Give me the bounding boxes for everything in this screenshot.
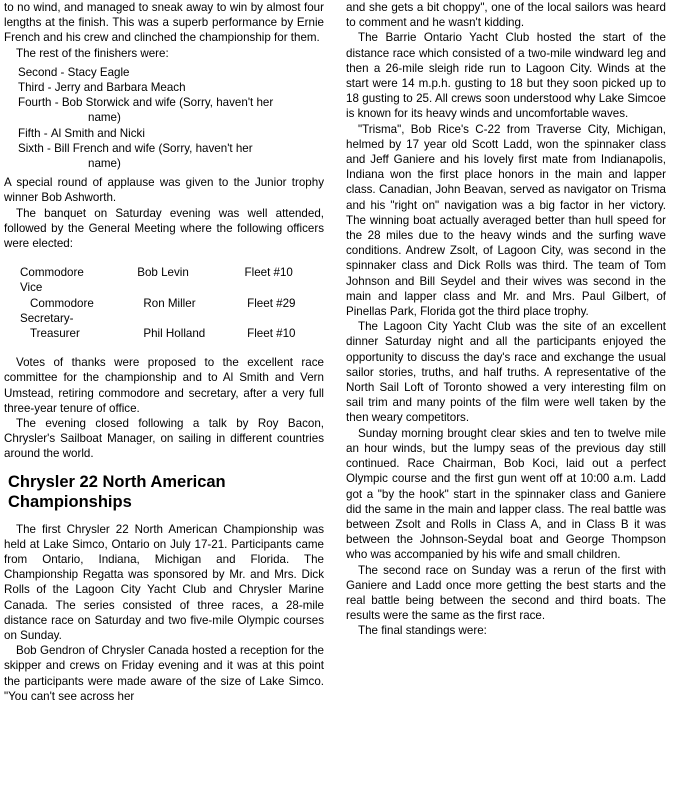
barrie-paragraph: The Barrie Ontario Yacht Club hosted the start of the distance race which consisted of a two-mile windward leg and then a 26-mile sleigh ride run to Lagoon City. Winds at the start were 14 m.p.h. gusting to 18 but they soon picked up to 18 gusting to 25. All crews soon understood why Lake Simcoe is known for its heavy winds and uncomfortable waves. [346,31,666,121]
table-row: Commodore Ron Miller Fleet #29 [30,296,296,310]
list-item: Third - Jerry and Barbara Meach [18,81,186,95]
evening-paragraph: The evening closed following a talk by Roy Bacon, Chrysler's Sailboat Manager, on sailing in different countries around the world. [4,417,324,461]
votes-paragraph: Votes of thanks were proposed to the excellent race committee for the championship and to Al Smith and Vern Umstead, retiring commodore and secretary, after a very full three-year tenure of office. [4,356,324,415]
list-item: Fifth - Al Smith and Nicki [18,126,145,140]
finishers-list [18,65,324,171]
left-column [4,0,324,704]
first-championship-paragraph: The first Chrysler 22 North American Championship was held at Lake Simco, Ontario on July 17-21. Participants came from Ontario, Indiana, Michigan and Florida. The Championship Regatta was sponsored by Mr. and Mrs. Dick Rolls of the Lagoon City Yacht Club and Chrysler Marine Canada. The series consisted of three races, a 28-mile distance race on Saturday and two five-mile Olympic courses on Sunday. [4,522,324,643]
list-item: Second - Stacy Eagle [18,65,130,79]
banquet-paragraph: The banquet on Saturday evening was well attended, followed by the General Meeting where the following officers were elected: [4,206,324,251]
trisma-paragraph: "Trisma", Bob Rice's C-22 from Traverse City, Michigan, helmed by 17 year old Scott Ladd, won the spinnaker class and Jeff Ganiere and his lovely first mate from Indianapolis, Indiana won the first place honors in the main and lapper class. Canadian, John Beavan, served as navigator on Trisma and his "right on" navigation was a big factor in her victory. The winning boat actually averaged better than hull speed for the 28 miles due to the heavy winds and the surfing wave conditions. Andrew Zsolt, of Lagoon City, was second in the spinnaker class and Dick Rolls was third. The team of Tom Johnson and Bill Seydel and their wives was second in the main and lapper class and Mr. and Mrs. Paul Gilbert, of Pinellas Park, Florida got the third place trophy. [346,122,666,319]
table-row: Vice [20,281,43,295]
right-column [346,0,666,639]
article-heading: Chrysler 22 North American Championships [8,472,226,511]
table-row: Secretary- [20,311,74,325]
table-row: Commodore Bob Levin Fleet #10 [20,266,293,280]
list-item: Fourth - Bob Storwick and wife (Sorry, haven't her name) [18,96,274,125]
officers-table [20,265,324,341]
choppy-paragraph: and she gets a bit choppy", one of the local sailors was heard to comment and he wasn't kidding. [346,1,666,30]
list-item: Sixth - Bill French and wife (Sorry, haven't her name) [18,141,253,171]
finishers-intro: The rest of the finishers were: [16,46,169,60]
table-row: Treasurer Phil Holland Fleet #10 [30,327,296,340]
lagoon-paragraph: The Lagoon City Yacht Club was the site of an excellent dinner Saturday night and all the participants enjoyed the opportunity to discuss the day's race and exchange the usual sailor stories, truths, and half truths. A representative of the North Sail Loft of Toronto showed a very interesting film on sail trim and many points of the film were well taken by the then weary competitors. [346,320,666,425]
intro-paragraph: to no wind, and managed to sneak away to win by almost four lengths at the finish. This was a superb performance by Ernie French and his crew and clinched the championship for them. [4,1,324,45]
second-race-paragraph: The second race on Sunday was a rerun of the first with Ganiere and Ladd once more getting the best starts and the real battle being between the second and third boats. The results were the same as the first race. [346,563,666,623]
applause-paragraph: A special round of applause was given to the Junior trophy winner Bob Ashworth. [4,176,324,205]
sunday-paragraph: Sunday morning brought clear skies and ten to twelve mile an hour winds, but the lumpy seas of the previous day still continued. Race Chairman, Bob Koci, laid out a perfect Olympic course and the first gun went off at 10:00 a.m. Ladd got a "by the hook" start in the spinnaker class and Ganiere did the same in the main and lapper class. The real battle was between Zsolt and Rolls in Class A, and in Class B it was between the Johnson-Seydal boat and George Thompson who was accompanied by his wife and small children. [346,426,666,562]
final-standings-paragraph: The final standings were: [358,624,487,638]
gendron-paragraph: Bob Gendron of Chrysler Canada hosted a reception for the skipper and crews on Friday evening and it was at this point the participants were made aware of the size of Lake Simco. "You can't see across her [4,644,324,703]
